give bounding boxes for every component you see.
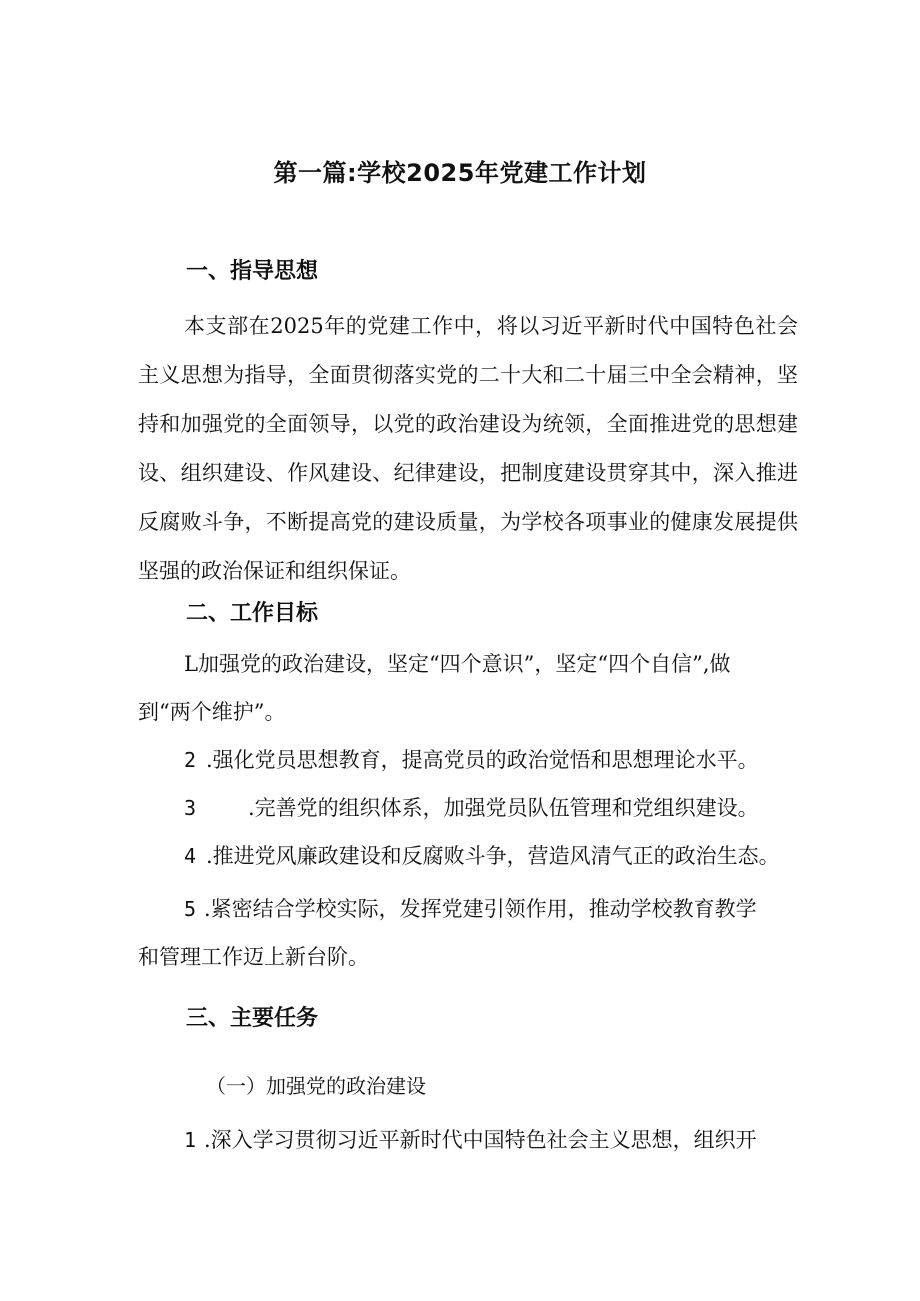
goal-item-3-text: .完善党的组织体系，加强党员队伍管理和党组织建设。 xyxy=(248,796,759,820)
goal-item-4 xyxy=(184,840,780,872)
goal-item-5-text: .紧密结合学校实际，发挥党建引领作用，推动学校教育教学 xyxy=(204,897,757,921)
section-heading-main-tasks: 三、主要任务 xyxy=(186,1006,319,1031)
goal-item-2 xyxy=(184,744,759,776)
goal-item-4-number: 4 xyxy=(184,844,197,868)
goal-item-3-number: 3 xyxy=(184,796,197,820)
goal-item-5-line2: 和管理工作迈上新台阶。 xyxy=(138,945,369,969)
section-heading-guiding-ideology: 一、指导思想 xyxy=(186,259,319,284)
goal-item-5-line1 xyxy=(184,893,757,925)
task-item-1-text: .深入学习贯彻习近平新时代中国特色社会主义思想，组织开 xyxy=(204,1128,757,1152)
goal-item-2-text: .强化党员思想教育，提高党员的政治觉悟和思想理论水平。 xyxy=(206,748,759,772)
task-subheading-political: （一）加强党的政治建设 xyxy=(206,1074,426,1098)
goal-item-1-line2: 到“两个维护”。 xyxy=(138,700,286,724)
task-item-1 xyxy=(184,1124,757,1156)
goal-item-3 xyxy=(184,792,759,824)
document-title: 第一篇:学校2025年党建工作计划 xyxy=(273,159,647,187)
goal-item-4-text: .推进党风廉政建设和反腐败斗争，营造风清气正的政治生态。 xyxy=(206,844,780,868)
goal-item-2-number: 2 xyxy=(184,748,197,772)
section-paragraph-guiding-ideology: 本支部在2025年的党建工作中，将以习近平新时代中国特色社会主义思想为指导，全面贯彻落实党的二十大和二十届三中全会精神，坚持和加强党的全面领导，以党的政治建设为统领，全面推进党的思想建设、组织建设、作风建设、纪律建设，把制度建设贯穿其中，深入推进反腐败斗争，不断提高党的建设质量，为学校各项事业的健康发展提供坚强的政治保证和组织保证。 xyxy=(138,314,798,583)
section-heading-work-goals: 二、工作目标 xyxy=(186,601,319,626)
goal-item-1-line1: L加强党的政治建设，坚定“四个意识”，坚定“四个自信”,做 xyxy=(184,652,731,676)
task-item-1-number: 1 xyxy=(184,1128,197,1152)
goal-item-5-number: 5 xyxy=(184,897,197,921)
